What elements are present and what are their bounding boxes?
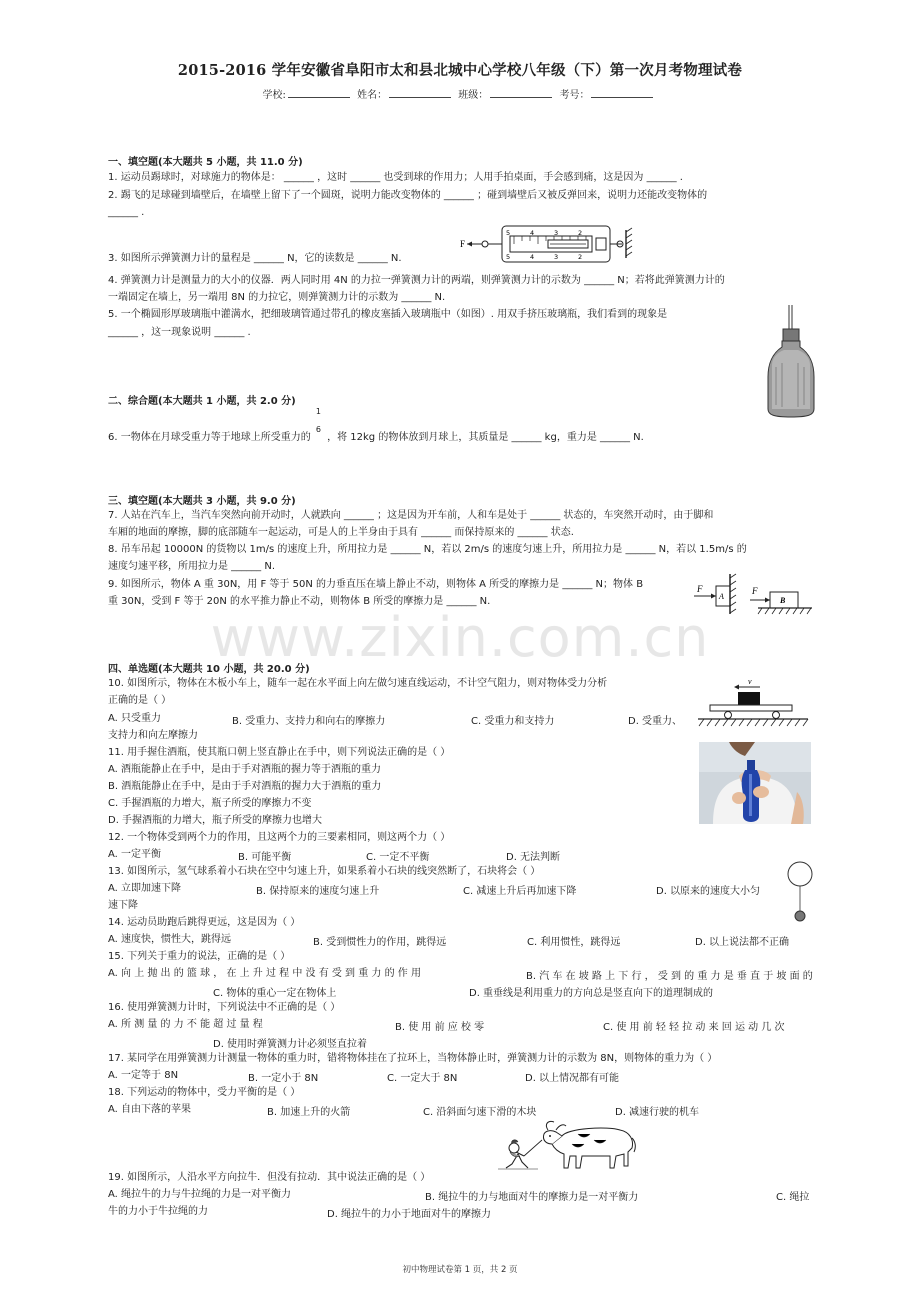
question-10-line2: 正确的是（ ）: [108, 695, 172, 706]
question-14-option-d: D. 以上说法都不正确: [695, 937, 790, 948]
question-9-line1: 9. 如图所示，物体 A 重 30N，用 F 等于 50N 的力垂直压在墙上静止不动，则物体 A 所受的摩擦力是 ______ N；物体 B: [108, 579, 644, 590]
question-12-option-b: B. 可能平衡: [238, 852, 292, 863]
question-11-option-a: A. 酒瓶能静止在手中，是由于手对酒瓶的握力等于酒瓶的重力: [108, 764, 382, 775]
question-13-option-d-cont: 速下降: [108, 900, 138, 911]
question-19: 19. 如图所示，人沿水平方向拉牛．但没有拉动．其中说法正确的是（ ）: [108, 1172, 431, 1183]
question-14-option-a: A. 速度快，惯性大，跳得远: [108, 934, 232, 945]
block-label-b: B: [780, 596, 786, 605]
question-15-option-a: A. 向 上 抛 出 的 篮 球 ， 在 上 升 过 程 中 没 有 受 到 重 力 的 作 用: [108, 968, 421, 979]
question-10-option-d: D. 受重力、: [628, 716, 683, 727]
question-7-line1: 7. 人站在汽车上，当汽车突然向前开动时，人就跌向 ______ ；这是因为开车前，人和车是处于 ______ 状态的，车突然开动时，由于脚和: [108, 510, 714, 521]
question-8-line2: 速度匀速平移，所用拉力是 ______ N.: [108, 561, 276, 572]
question-16-option-c: C. 使 用 前 轻 轻 拉 动 来 回 运 动 几 次: [603, 1022, 785, 1033]
svg-text:5: 5: [506, 253, 511, 261]
watermark: www.zixin.com.cn: [210, 606, 710, 669]
question-18-option-c: C. 沿斜面匀速下滑的木块: [423, 1107, 537, 1118]
question-19-option-a: A. 绳拉牛的力与牛拉绳的力是一对平衡力: [108, 1189, 292, 1200]
school-label: 学校:: [262, 90, 286, 101]
question-10-option-b: B. 受重力、支持力和向右的摩擦力: [232, 716, 386, 727]
section3-heading: 三、填空题(本大题共 3 小题，共 9.0 分): [108, 496, 296, 507]
question-3: 3. 如图所示弹簧测力计的量程是 ______ N，它的读数是 ______ N.: [108, 253, 402, 264]
page-footer: 初中物理试卷第 1 页，共 2 页: [402, 1265, 518, 1275]
page-title: 2015-2016 学年安徽省阜阳市太和县北城中心学校八年级（下）第一次月考物理试卷: [177, 62, 743, 79]
question-13-option-b: B. 保持原来的速度匀速上升: [256, 886, 380, 897]
question-5-line1: 5. 一个椭圆形厚玻璃瓶中灌满水，把细玻璃管通过带孔的橡皮塞插入玻璃瓶中（如图）. 用双手挤压玻璃瓶，我们看到的现象是: [108, 309, 668, 320]
name-label: 姓名：: [357, 90, 388, 101]
question-5-line2: ______ ，这一现象说明 ______ .: [108, 327, 251, 338]
question-6-pre: 6. 一物体在月球受重力等于地球上所受重力的: [108, 432, 311, 443]
question-6-post: ，将 12kg 的物体放到月球上，其质量是 ______ kg，重力是 ______ N.: [327, 432, 644, 443]
question-4-line2: 一端固定在墙上，另一端用 8N 的力拉它，则弹簧测力计的示数为 ______ N.: [108, 292, 446, 303]
question-8-line1: 8. 吊车吊起 10000N 的货物以 1m/s 的速度上升，所用拉力是 ______ N，若以 2m/s 的速度匀速上升，所用拉力是 ______ N，若以 1.5m/s 的: [108, 544, 747, 555]
question-14-option-b: B. 受到惯性力的作用，跳得远: [313, 937, 447, 948]
section4-heading: 四、单选题(本大题共 10 小题，共 20.0 分): [108, 664, 310, 675]
question-17-option-d: D. 以上情况都有可能: [525, 1073, 620, 1084]
svg-text:3: 3: [554, 253, 559, 261]
question-11: 11. 用手握住酒瓶，使其瓶口朝上竖直静止在手中，则下列说法正确的是（ ）: [108, 747, 451, 758]
name-field[interactable]: [389, 88, 451, 98]
fraction-one-sixth: 1 6: [315, 407, 322, 434]
force-label-f: F: [460, 239, 466, 249]
question-17-option-b: B. 一定小于 8N: [248, 1073, 319, 1084]
section1-heading: 一、填空题(本大题共 5 小题，共 11.0 分): [108, 157, 303, 168]
question-2-line2: ______ .: [108, 207, 145, 218]
question-11-option-d: D. 手握酒瓶的力增大，瓶子所受的摩擦力也增大: [108, 815, 323, 826]
question-16-option-d: D. 使用时弹簧测力计必须竖直拉着: [213, 1039, 368, 1050]
question-12-option-a: A. 一定平衡: [108, 849, 162, 860]
question-18: 18. 下列运动的物体中，受力平衡的是（ ）: [108, 1087, 301, 1098]
glass-bottle-figure: [768, 305, 814, 417]
cart-on-board-figure: [698, 676, 810, 732]
block-label-a: A: [719, 592, 724, 601]
question-19-option-d: D. 绳拉牛的力小于地面对牛的摩擦力: [327, 1209, 492, 1220]
svg-text:4: 4: [530, 253, 535, 261]
question-18-option-a: A. 自由下落的苹果: [108, 1104, 192, 1115]
question-7-line2: 车厢的地面的摩擦，脚的底部随车一起运动，可是人的上半身由于具有 ______ 而保持原来的 ______ 状态.: [108, 527, 574, 538]
exam-no-label: 考号：: [559, 90, 590, 101]
question-1: 1. 运动员踢球时，对球施力的物体是： ______ ，这时 ______ 也受到球的作用力；人用手拍桌面，手会感到痛，这是因为 ______ .: [108, 172, 683, 183]
svg-text:2: 2: [578, 253, 583, 261]
question-13-option-d: D. 以原来的速度大小匀: [656, 886, 761, 897]
question-10-option-a: A. 只受重力: [108, 713, 162, 724]
question-16-option-b: B. 使 用 前 应 校 零: [395, 1022, 485, 1033]
question-10-option-d-cont: 支持力和向左摩擦力: [108, 730, 198, 741]
question-15-option-c: C. 物体的重心一定在物体上: [213, 988, 337, 999]
question-15-option-b: B. 汽 车 在 坡 路 上 下 行 ， 受 到 的 重 力 是 垂 直 于 坡 面 的: [526, 971, 813, 982]
spring-scale-figure: [458, 222, 638, 266]
wall-and-floor-block-figure: [692, 572, 814, 616]
balloon-with-stone-figure: [784, 860, 818, 924]
question-10-line1: 10. 如图所示，物体在木板小车上，随车一起在水平面上向左做匀速直线运动，不计空气阻力，则对物体受力分析: [108, 678, 608, 689]
question-17: 17. 某同学在用弹簧测力计测量一物体的重力时，错将物体挂在了拉环上，当物体静止时，弹簧测力计的示数为 8N，则物体的重力为（ ）: [108, 1053, 718, 1064]
question-6: [108, 407, 644, 444]
question-12-option-c: C. 一定不平衡: [366, 852, 430, 863]
question-19-option-b: B. 绳拉牛的力与地面对牛的摩擦力是一对平衡力: [425, 1192, 639, 1203]
class-field[interactable]: [490, 88, 552, 98]
svg-text:5: 5: [506, 229, 511, 237]
question-14-option-c: C. 利用惯性，跳得远: [527, 937, 621, 948]
question-12-option-d: D. 无法判断: [506, 852, 561, 863]
question-17-option-c: C. 一定大于 8N: [387, 1073, 458, 1084]
exam-no-field[interactable]: [591, 88, 653, 98]
question-13: 13. 如图所示，氢气球系着小石块在空中匀速上升，如果系着小石块的线突然断了，石块将会（ ）: [108, 866, 541, 877]
svg-text:3: 3: [554, 229, 559, 237]
force-label-f1: F: [697, 584, 703, 594]
svg-text:4: 4: [530, 229, 535, 237]
question-15: 15. 下列关于重力的说法，正确的是（ ）: [108, 951, 291, 962]
question-11-option-b: B. 酒瓶能静止在手中，是由于手对酒瓶的握力大于酒瓶的重力: [108, 781, 382, 792]
question-2-line1: 2. 踢飞的足球碰到墙壁后，在墙壁上留下了一个圆斑，说明力能改变物体的 ______ ；碰到墙壁后又被反弹回来，说明力还能改变物体的: [108, 190, 708, 201]
force-label-f2: F: [752, 586, 758, 596]
question-12: 12. 一个物体受到两个力的作用，且这两个力的三要素相同，则这两个力（ ）: [108, 832, 451, 843]
question-11-option-c: C. 手握酒瓶的力增大，瓶子所受的摩擦力不变: [108, 798, 312, 809]
question-18-option-d: D. 减速行驶的机车: [615, 1107, 700, 1118]
student-info-line: [0, 86, 920, 101]
question-16-option-a: A. 所 测 量 的 力 不 能 超 过 量 程: [108, 1019, 263, 1030]
person-pulling-ox-figure: [498, 1118, 638, 1174]
question-16: 16. 使用弹簧测力计时，下列说法中不正确的是（ ）: [108, 1002, 341, 1013]
question-10-option-c: C. 受重力和支持力: [471, 716, 555, 727]
question-15-option-d: D. 重垂线是利用重力的方向总是竖直向下的道理制成的: [469, 988, 714, 999]
question-13-option-a: A. 立即加速下降: [108, 883, 182, 894]
question-19-option-c-cont: 牛的力小于牛拉绳的力: [108, 1206, 208, 1217]
velocity-label: v: [748, 677, 752, 686]
question-13-option-c: C. 减速上升后再加速下降: [463, 886, 577, 897]
question-14: 14. 运动员助跑后跳得更远，这是因为（ ）: [108, 917, 301, 928]
hand-holding-bottle-photo: [699, 742, 811, 824]
class-label: 班级：: [458, 90, 489, 101]
school-field[interactable]: [288, 88, 350, 98]
question-4-line1: 4. 弹簧测力计是测量力的大小的仪器．两人同时用 4N 的力拉一弹簧测力计的两端，则弹簧测力计的示数为 ______ N；若将此弹簧测力计的: [108, 275, 725, 286]
question-9-line2: 重 30N，受到 F 等于 20N 的水平推力静止不动，则物体 B 所受的摩擦力是 ______ N.: [108, 596, 491, 607]
question-19-option-c: C. 绳拉: [776, 1192, 810, 1203]
question-17-option-a: A. 一定等于 8N: [108, 1070, 179, 1081]
question-18-option-b: B. 加速上升的火箭: [267, 1107, 351, 1118]
svg-text:2: 2: [578, 229, 583, 237]
section2-heading: 二、综合题(本大题共 1 小题，共 2.0 分): [108, 396, 296, 407]
